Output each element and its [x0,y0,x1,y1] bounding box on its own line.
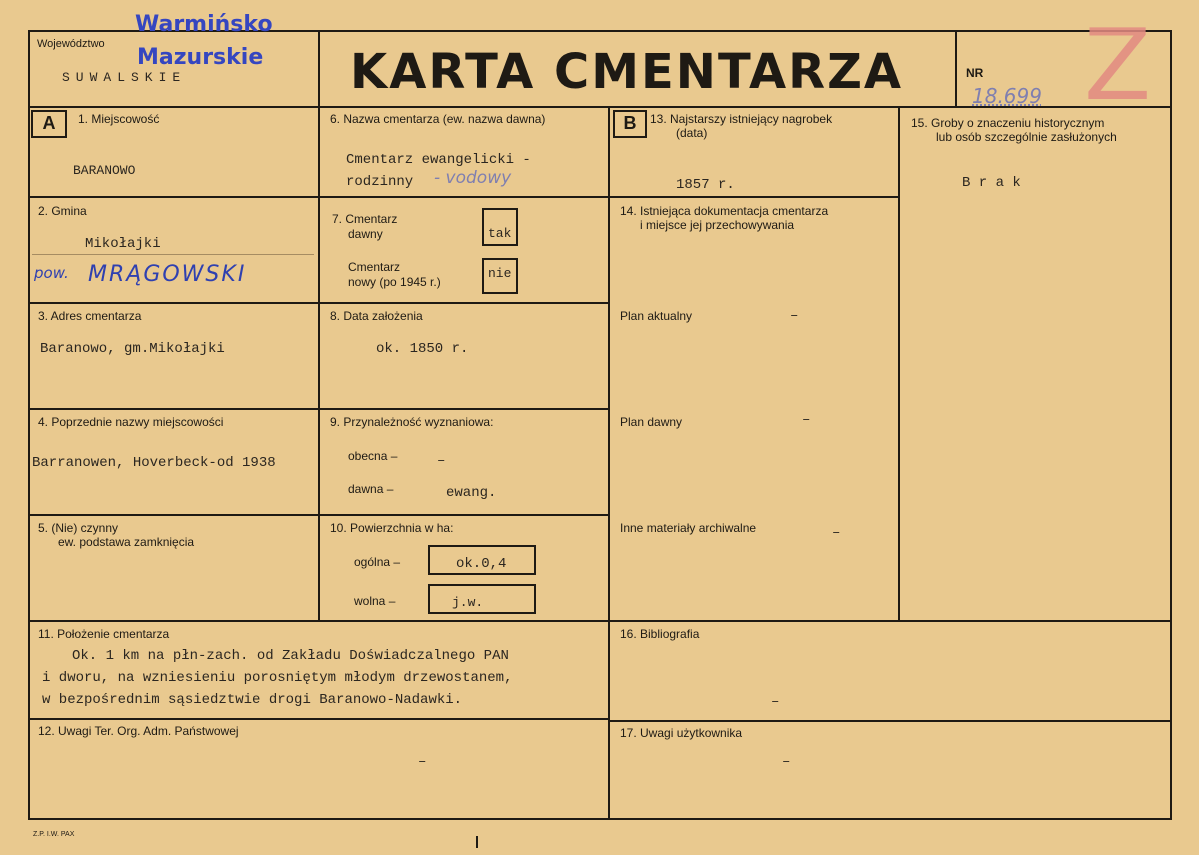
field-1-value: BARANOWO [73,163,136,178]
field-14-sublabel: i miejsce jej przechowywania [640,218,795,232]
field-13-sublabel: (data) [676,126,708,140]
col-vline-c [898,106,900,622]
nr-value: 18.699 [972,84,1042,108]
field-15-sublabel: lub osób szczególnie zasłużonych [936,130,1117,144]
field-16-value: – [771,694,780,710]
field-9-current-label: obecna – [348,449,398,463]
plan-current-value: – [790,308,799,324]
field-2-value: Mikołajki [85,236,161,252]
field-11-label: 11. Położenie cmentarza [38,627,170,641]
paper-tick [476,836,478,848]
plan-current-label: Plan aktualny [620,309,693,323]
field-10-label: 10. Powierzchnia w ha: [330,521,454,535]
field-13-value: 1857 r. [676,177,735,193]
row-line-6b [608,720,1172,722]
field-6-value-2: rodzinny [346,174,414,190]
field-7-new-label-2: nowy (po 1945 r.) [348,275,441,289]
field-11-line-3: w bezpośrednim sąsiedztwie drogi Baranowo-Nadawki. [42,692,463,708]
other-archives-value: – [832,525,841,541]
field-2-hand-prefix: pow. [34,264,69,282]
field-4-value: Barranowen, Hoverbeck-od 1938 [32,455,276,471]
field-10-free-label: wolna – [354,594,396,608]
col-vline-a [318,106,320,622]
field-15-label: 15. Groby o znaczeniu historycznym [911,116,1105,130]
col-vline-b [608,106,610,820]
printer-mark: Z.P. I.W. PAX [33,831,75,838]
field-4-label: 4. Poprzednie nazwy miejscowości [38,415,224,429]
card-title: KARTA CMENTARZA [350,44,904,100]
row-line-3 [28,408,610,410]
field-2-label: 2. Gmina [38,204,87,218]
field-2-hand-value: MRĄGOWSKI [88,262,247,287]
section-b-letter: B [613,110,647,138]
row-line-1 [28,196,610,198]
field-7-old-value: tak [488,226,512,241]
plan-old-label: Plan dawny [620,415,683,429]
field-17-value: – [782,754,791,770]
frame-left [28,30,30,820]
field-15-value: B r a k [962,175,1021,191]
other-archives-label: Inne materiały archiwalne [620,521,757,535]
field-10-total-label: ogólna – [354,555,401,569]
f2-guide-line [32,254,314,255]
header-vline-2 [955,30,957,108]
header-vline-1 [318,30,320,108]
field-12-value: – [418,754,427,770]
field-14-label: 14. Istniejąca dokumentacja cmentarza [620,204,829,218]
field-6-value-1: Cmentarz ewangelicki - [346,152,531,168]
field-10-total-value: ok.0,4 [456,556,507,572]
field-9-current-value: – [437,453,446,469]
field-7-old-label: dawny [348,227,383,241]
row-line-5 [28,620,1172,622]
field-9-label: 9. Przynależność wyznaniowa: [330,415,494,429]
field-11-line-2: i dworu, na wzniesieniu porosniętym młodym drzewostanem, [42,670,513,686]
field-5-sublabel: ew. podstawa zamknięcia [58,535,195,549]
voivodeship-stamp-1: Warmińsko [135,12,273,37]
voivodeship-typed: SUWALSKIE [62,70,187,85]
field-6-hand: - vodowy [434,168,512,188]
field-5-label: 5. (Nie) czynny [38,521,119,535]
nr-label: NR [966,66,984,80]
row-line-2 [28,302,610,304]
frame-bottom [28,818,1172,820]
corner-mark: Z [1084,9,1152,123]
field-12-label: 12. Uwagi Ter. Org. Adm. Państwowej [38,724,239,738]
voivodeship-label: Województwo [37,38,105,50]
field-3-label: 3. Adres cmentarza [38,309,142,323]
voivodeship-stamp-2: Mazurskie [137,45,264,70]
field-11-line-1: Ok. 1 km na płn-zach. od Zakładu Doświadczalnego PAN [72,648,509,664]
row-line-4 [28,514,610,516]
field-8-value: ok. 1850 r. [376,341,469,357]
section-a-letter: A [31,110,67,138]
row-line-b13 [608,196,900,198]
plan-old-value: – [802,412,811,428]
field-10-free-value: j.w. [452,595,484,610]
field-17-label: 17. Uwagi użytkownika [620,726,743,740]
field-7-new-value: nie [488,266,512,281]
field-7-label: 7. Cmentarz [332,212,398,226]
field-13-label: 13. Najstarszy istniejący nagrobek [650,112,833,126]
row-line-6 [28,718,610,720]
field-16-label: 16. Bibliografia [620,627,700,641]
field-1-label: 1. Miejscowość [78,112,160,126]
field-8-label: 8. Data założenia [330,309,423,323]
field-6-label: 6. Nazwa cmentarza (ew. nazwa dawna) [330,112,546,126]
field-7-new-label-1: Cmentarz [348,260,401,274]
frame-right [1170,30,1172,820]
field-9-former-label: dawna – [348,482,394,496]
field-9-former-value: ewang. [446,485,497,501]
field-3-value: Baranowo, gm.Mikołajki [40,341,225,357]
